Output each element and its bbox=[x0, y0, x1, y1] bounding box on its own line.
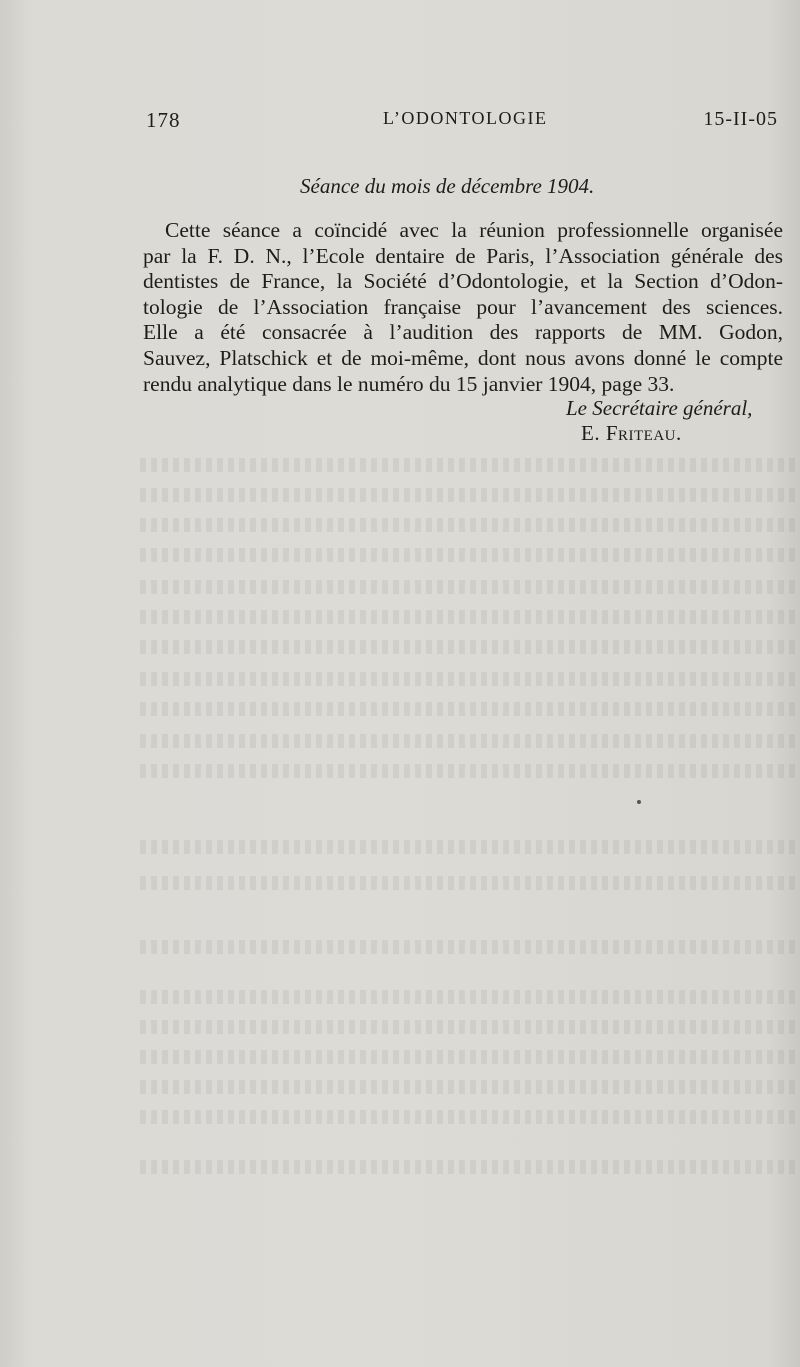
show-through-line bbox=[140, 840, 800, 854]
show-through-line bbox=[140, 488, 800, 502]
page-number: 178 bbox=[146, 108, 181, 132]
signature-title: Le Secrétaire général, bbox=[566, 396, 753, 420]
show-through-line bbox=[140, 1160, 800, 1174]
show-through-line bbox=[140, 734, 800, 748]
show-through-line bbox=[140, 764, 800, 778]
show-through-line bbox=[140, 672, 800, 686]
show-through-line bbox=[140, 1080, 800, 1094]
section-heading: Séance du mois de décembre 1904. bbox=[300, 174, 595, 198]
body-line: rendu analytique dans le numéro du 15 janvier 1904, page 33. bbox=[143, 371, 675, 396]
show-through-line bbox=[140, 640, 800, 654]
signature-name: E. Friteau. bbox=[581, 421, 682, 445]
show-through-line bbox=[140, 548, 800, 562]
show-through-line bbox=[140, 876, 800, 890]
body-line: Sauvez, Platschick et de moi-même, dont nous avons donné le compte bbox=[143, 345, 783, 370]
journal-title: L’ODONTOLOGIE bbox=[383, 108, 548, 128]
body-line: Elle a été consacrée à l’audition des rapports de MM. Godon, bbox=[143, 320, 783, 345]
show-through-line bbox=[140, 702, 800, 716]
body-line: par la F. D. N., l’Ecole dentaire de Paris, l’Association générale des bbox=[143, 243, 783, 268]
show-through-line bbox=[140, 990, 800, 1004]
body-line: dentistes de France, la Société d’Odontologie, et la Section d’Odon- bbox=[143, 269, 783, 294]
show-through-line bbox=[140, 1110, 800, 1124]
body-line: tologie de l’Association française pour l’avancement des sciences. bbox=[143, 294, 783, 319]
issue-date: 15-II-05 bbox=[703, 108, 778, 130]
running-head bbox=[146, 108, 786, 138]
show-through-line bbox=[140, 1020, 800, 1034]
show-through-line bbox=[140, 518, 800, 532]
show-through-line bbox=[140, 1050, 800, 1064]
body-paragraph bbox=[143, 218, 783, 397]
show-through-line bbox=[140, 580, 800, 594]
show-through-line bbox=[140, 940, 800, 954]
show-through-line bbox=[140, 610, 800, 624]
body-line: Cette séance a coïncidé avec la réunion professionnelle organisée bbox=[165, 218, 783, 242]
ink-speck bbox=[637, 800, 641, 804]
show-through-line bbox=[140, 458, 800, 472]
